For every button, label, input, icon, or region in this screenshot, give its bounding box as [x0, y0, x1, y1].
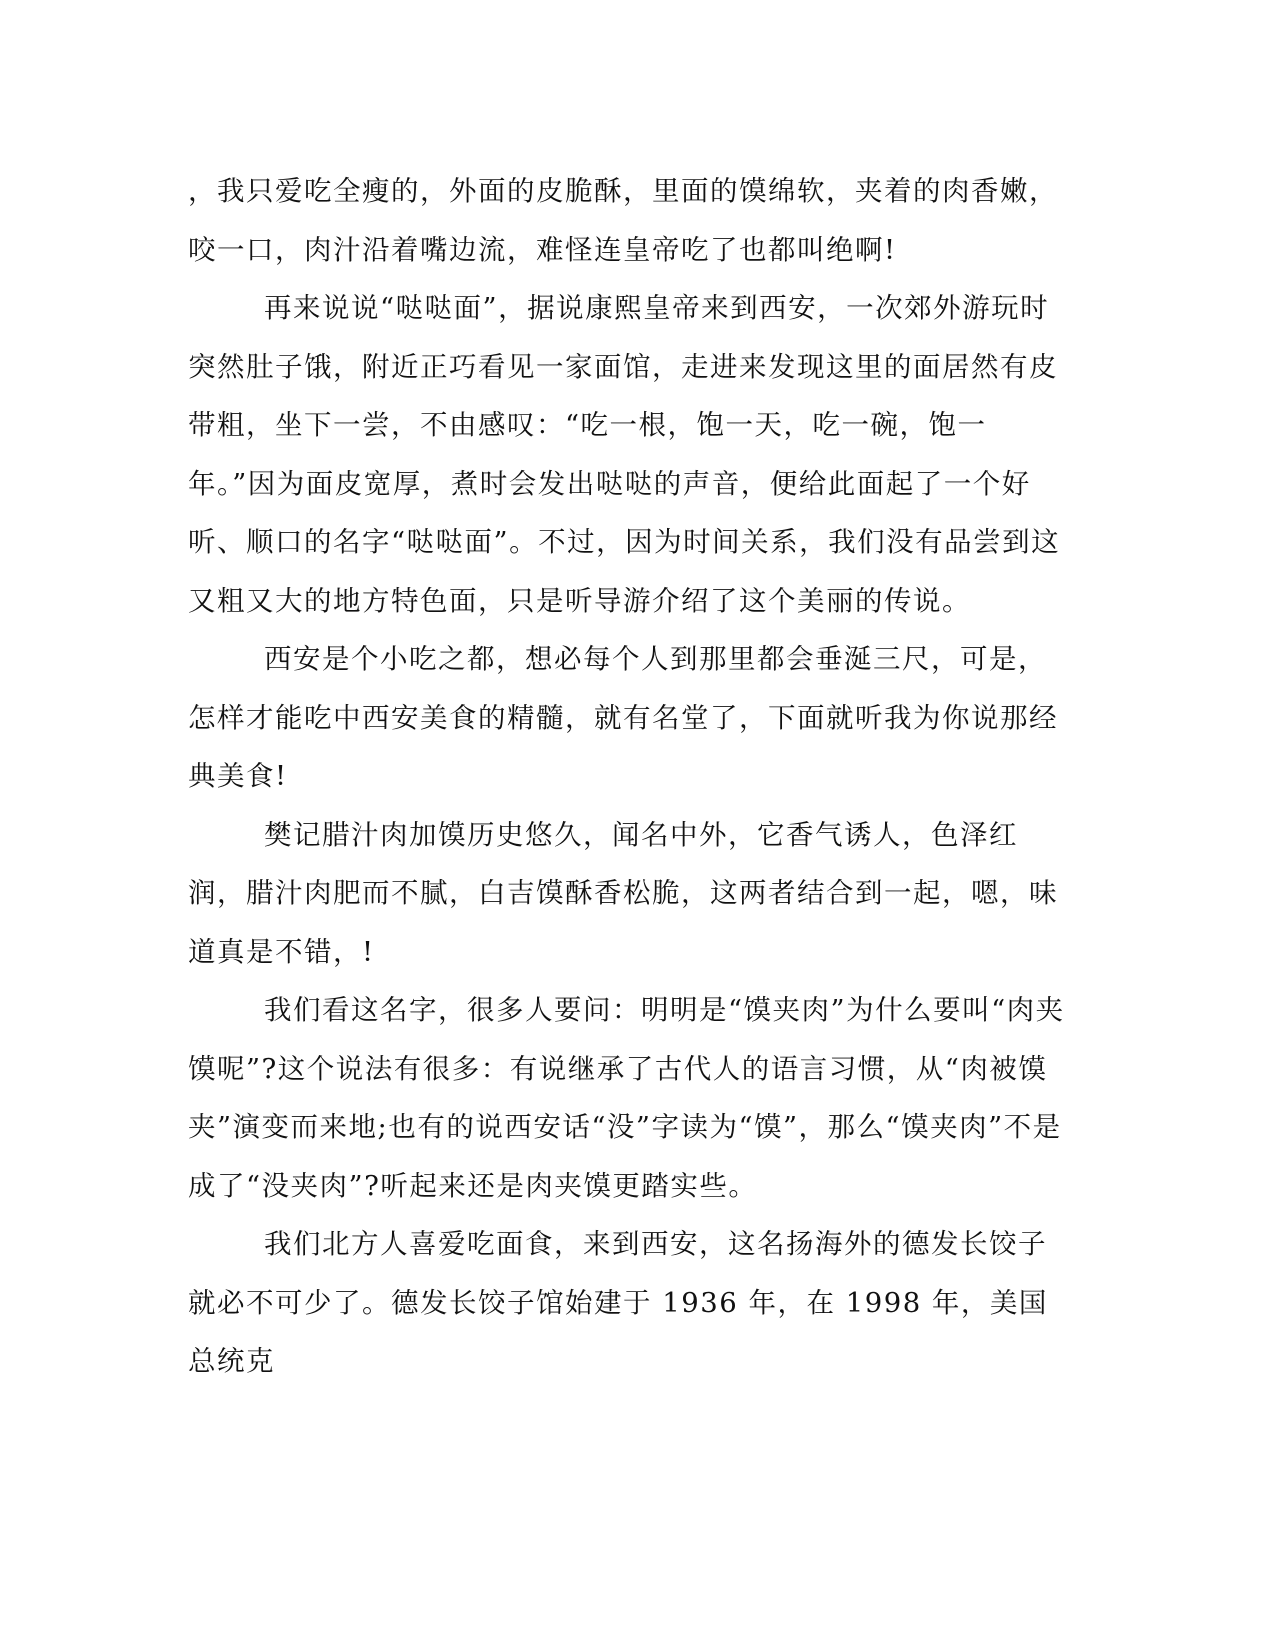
paragraph-dada-noodles: 再来说说“哒哒面”，据说康熙皇帝来到西安，一次郊外游玩时突然肚子饿，附近正巧看见一家面馆，走进来发现这里的面居然有皮带粗，坐下一尝，不由感叹：“吃一根，饱一天，吃一碗，饱一年。”因为面皮宽厚，煮时会发出哒哒的声音，便给此面起了一个好听、顺口的名字“哒哒面”。不过，因为时间关系，我们没有品尝到这又粗又大的地方特色面，只是听导游介绍了这个美丽的传说。: [188, 292, 1061, 617]
paragraph-name-origin: 我们看这名字，很多人要问：明明是“馍夹肉”为什么要叫“肉夹馍呢”?这个说法有很多：有说继承了古代人的语言习惯，从“肉被馍夹”演变而来地;也有的说西安话“没”字读为“馍”，那么“馍夹肉”不是成了“没夹肉”?听起来还是肉夹馍更踏实些。: [188, 994, 1065, 1202]
document-body: [188, 162, 1068, 1391]
paragraph-defachang-dumplings: 我们北方人喜爱吃面食，来到西安，这名扬海外的德发长饺子就必不可少了。德发长饺子馆始建于 1936 年，在 1998 年，美国总统克: [188, 1228, 1048, 1377]
paragraph-snack-capital: 西安是个小吃之都，想必每个人到那里都会垂涎三尺，可是，怎样才能吃中西安美食的精髓，就有名堂了，下面就听我为你说那经典美食!: [188, 643, 1058, 792]
paragraph-roujiamo-taste: ，我只爱吃全瘦的，外面的皮脆酥，里面的馍绵软，夹着的肉香嫩，咬一口，肉汁沿着嘴边流，难怪连皇帝吃了也都叫绝啊!: [188, 175, 1058, 266]
paragraph-fanji-lazhirou: 樊记腊汁肉加馍历史悠久，闻名中外，它香气诱人，色泽红润，腊汁肉肥而不腻，白吉馍酥香松脆，这两者结合到一起，嗯，味道真是不错，!: [188, 818, 1058, 968]
